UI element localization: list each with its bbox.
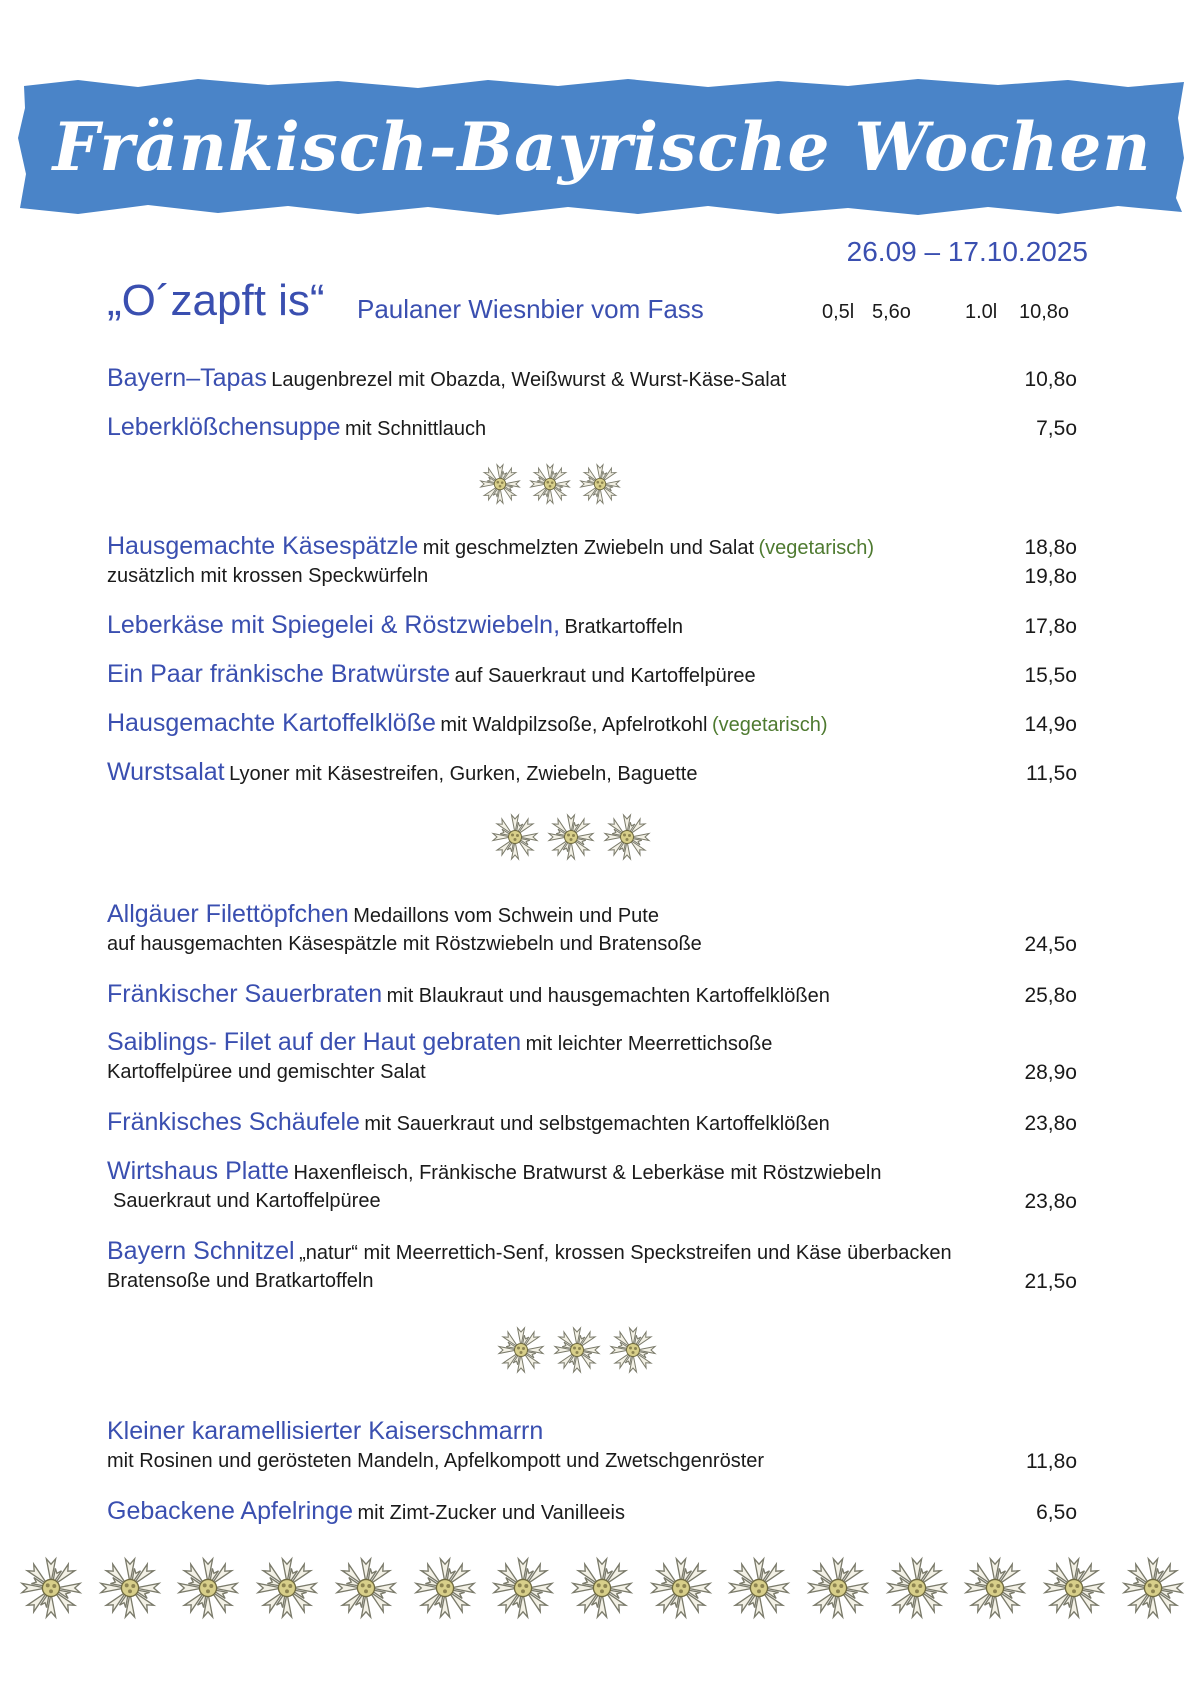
dish-price: 17,8o <box>1024 615 1077 638</box>
dish-description-line2: Bratensoße und Bratkartoffeln <box>107 1270 374 1292</box>
beer-subtitle: Paulaner Wiesnbier vom Fass <box>357 294 704 324</box>
menu-item <box>107 1157 1077 1213</box>
vegetarian-tag: (vegetarisch) <box>758 537 875 559</box>
dish-price: 28,9o <box>1024 1061 1077 1084</box>
menu-item <box>107 364 1077 396</box>
dish-name: Leberkäse mit Spiegelei & Röstzwiebeln, <box>107 611 561 639</box>
dish-name: Saiblings- Filet auf der Haut gebraten <box>107 1028 522 1056</box>
beer-title: „O´zapft is“ <box>107 276 325 325</box>
edelweiss-icon <box>496 1325 546 1375</box>
edelweiss-icon <box>578 462 622 506</box>
page-title: Fränkisch-Bayrische Wochen <box>52 108 1152 186</box>
dish-price: 11,5o <box>1026 762 1077 785</box>
dish-description: mit Zimt-Zucker und Vanilleeis <box>357 1502 625 1524</box>
edelweiss-icon <box>175 1555 241 1621</box>
dish-name: Wurstsalat <box>107 758 225 786</box>
edelweiss-icon <box>546 812 596 862</box>
dish-name: Hausgemachte Käsespätzle <box>107 532 419 560</box>
beer-price-large: 10,8o <box>1019 301 1070 323</box>
dish-price: 21,5o <box>1024 1270 1077 1293</box>
edelweiss-icon <box>962 1555 1028 1621</box>
dish-description: „natur“ mit Meerrettich-Senf, krossen Speckstreifen und Käse überbacken <box>299 1242 952 1264</box>
edelweiss-icon <box>478 462 522 506</box>
menu-item <box>107 1108 1077 1140</box>
edelweiss-icon <box>18 1555 84 1621</box>
edelweiss-icon <box>608 1325 658 1375</box>
dish-description: Medaillons vom Schwein und Pute <box>353 905 659 927</box>
menu-item <box>107 413 1077 445</box>
dish-price: 23,8o <box>1024 1112 1077 1135</box>
dish-price: 18,8o <box>1024 536 1077 559</box>
menu-item <box>107 611 1077 643</box>
edelweiss-icon <box>805 1555 871 1621</box>
edelweiss-icon <box>884 1555 950 1621</box>
menu-item <box>107 758 1077 790</box>
dish-description: mit leichter Meerrettichsoße <box>525 1033 773 1055</box>
beer-price-small: 5,6o <box>872 301 911 323</box>
dish-description: mit Blaukraut und hausgemachten Kartoffelklößen <box>386 985 830 1007</box>
dish-price: 7,5o <box>1036 417 1077 440</box>
dish-name: Allgäuer Filettöpfchen <box>107 900 349 928</box>
edelweiss-icon <box>412 1555 478 1621</box>
dish-description: auf Sauerkraut und Kartoffelpüree <box>454 665 756 687</box>
date-range: 26.09 – 17.10.2025 <box>846 236 1088 267</box>
menu-item <box>107 1028 1077 1084</box>
edelweiss-icon <box>490 1555 556 1621</box>
edelweiss-divider <box>496 1325 658 1375</box>
menu-item <box>107 1497 1077 1529</box>
edelweiss-divider <box>490 812 652 862</box>
dish-description-line2: mit Rosinen und gerösteten Mandeln, Apfelkompott und Zwetschgenröster <box>107 1450 765 1472</box>
dish-price: 24,5o <box>1024 933 1077 956</box>
dish-name: Gebackene Apfelringe <box>107 1497 354 1525</box>
vegetarian-tag: (vegetarisch) <box>711 714 828 736</box>
menu-item <box>107 660 1077 692</box>
dish-name: Bayern Schnitzel <box>107 1237 295 1265</box>
dish-description: Laugenbrezel mit Obazda, Weißwurst & Wurst-Käse-Salat <box>271 369 787 391</box>
edelweiss-icon <box>726 1555 792 1621</box>
edelweiss-icon <box>1120 1555 1186 1621</box>
edelweiss-icon <box>569 1555 635 1621</box>
menu-item <box>107 532 1077 588</box>
edelweiss-icon <box>490 812 540 862</box>
menu-item <box>107 1237 1077 1293</box>
edelweiss-icon <box>97 1555 163 1621</box>
beer-size-small: 0,5l <box>822 301 855 323</box>
dish-description-line2: Sauerkraut und Kartoffelpüree <box>113 1190 381 1212</box>
dish-name: Hausgemachte Kartoffelklöße <box>107 709 436 737</box>
dish-name: Ein Paar fränkische Bratwürste <box>107 660 451 688</box>
dish-name: Fränkisches Schäufele <box>107 1108 360 1136</box>
dish-name: Kleiner karamellisierter Kaiserschmarrn <box>107 1417 544 1445</box>
dish-description: Lyoner mit Käsestreifen, Gurken, Zwiebeln, Baguette <box>229 763 698 785</box>
dish-description-line2: auf hausgemachten Käsespätzle mit Röstzwiebeln und Bratensoße <box>107 933 702 955</box>
dish-extra: zusätzlich mit krossen Speckwürfeln <box>107 565 429 587</box>
dish-price: 15,5o <box>1024 664 1077 687</box>
edelweiss-icon <box>528 462 572 506</box>
title-banner <box>18 78 1186 216</box>
beer-size-large: 1.0l <box>965 301 998 323</box>
menu-item <box>107 980 1077 1012</box>
edelweiss-icon <box>602 812 652 862</box>
dish-name: Wirtshaus Platte <box>107 1157 290 1185</box>
edelweiss-icon <box>254 1555 320 1621</box>
dish-description: Haxenfleisch, Fränkische Bratwurst & Leberkäse mit Röstzwiebeln <box>293 1162 882 1184</box>
dish-description-line2: Kartoffelpüree und gemischter Salat <box>107 1061 426 1083</box>
dish-description: mit geschmelzten Zwiebeln und Salat <box>422 537 755 559</box>
edelweiss-icon <box>552 1325 602 1375</box>
menu-item <box>107 1417 1077 1473</box>
menu-item <box>107 709 1077 741</box>
edelweiss-icon <box>333 1555 399 1621</box>
dish-description: mit Schnittlauch <box>344 418 487 440</box>
edelweiss-divider <box>478 462 622 506</box>
dish-price: 14,9o <box>1024 713 1077 736</box>
dish-extra-price: 19,8o <box>1024 565 1077 588</box>
dish-name: Leberklößchensuppe <box>107 413 341 441</box>
dish-price: 11,8o <box>1026 1450 1077 1473</box>
edelweiss-icon <box>1041 1555 1107 1621</box>
dish-description: mit Sauerkraut und selbstgemachten Kartoffelklößen <box>364 1113 830 1135</box>
dish-price: 25,8o <box>1024 984 1077 1007</box>
edelweiss-border <box>18 1555 1186 1621</box>
dish-price: 10,8o <box>1024 368 1077 391</box>
menu-item <box>107 900 1077 956</box>
dish-description: Bratkartoffeln <box>564 616 684 638</box>
dish-price: 6,5o <box>1036 1501 1077 1524</box>
dish-name: Bayern–Tapas <box>107 364 267 392</box>
dish-description: mit Waldpilzsoße, Apfelrotkohl <box>440 714 708 736</box>
edelweiss-icon <box>648 1555 714 1621</box>
dish-name: Fränkischer Sauerbraten <box>107 980 383 1008</box>
dish-price: 23,8o <box>1024 1190 1077 1213</box>
